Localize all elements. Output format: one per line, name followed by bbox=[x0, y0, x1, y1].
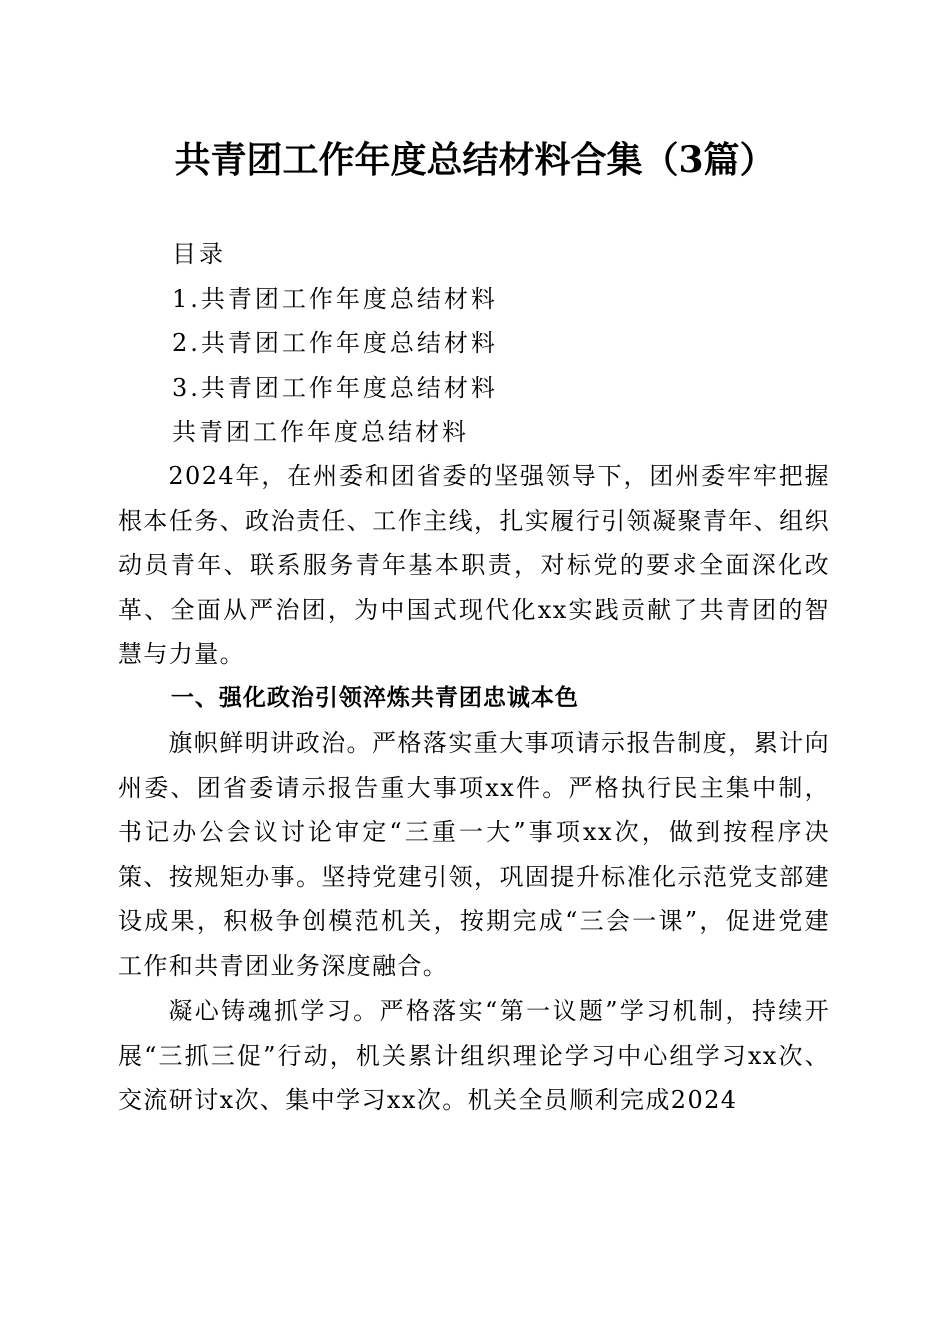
section-heading: 一、强化政治引领淬炼共青团忠诚本色 bbox=[170, 685, 579, 711]
intro-paragraph: 2024年，在州委和团省委的坚强领导下，团州委牢牢把握根本任务、政治责任、工作主线，扎实履行引领凝聚青年、组织动员青年、联系服务青年基本职责，对标党的要求全面深化改革、全面从严治团，为中国式现代化xx实践贡献了共青团的智慧与力量。 bbox=[118, 462, 830, 669]
table-of-contents bbox=[172, 232, 872, 410]
toc-list bbox=[172, 277, 872, 411]
intro-block bbox=[118, 454, 830, 677]
toc-item: 2.共青团工作年度总结材料 bbox=[172, 329, 498, 357]
toc-heading: 目录 bbox=[172, 240, 226, 268]
article-title: 共青团工作年度总结材料 bbox=[172, 418, 469, 446]
toc-item: 1.共青团工作年度总结材料 bbox=[172, 284, 498, 313]
section-heading-block bbox=[118, 676, 830, 721]
paragraph-1-block bbox=[118, 721, 830, 989]
toc-item: 3.共青团工作年度总结材料 bbox=[172, 373, 498, 402]
body-paragraph: 旗帜鲜明讲政治。严格落实重大事项请示报告制度，累计向州委、团省委请示报告重大事项xx件。严格执行民主集中制，书记办公会议讨论审定“三重一大”事项xx次，做到按程序决策、按规矩办事。坚持党建引领，巩固提升标准化示范党支部建设成果，积极争创模范机关，按期完成“三会一课”，促进党建工作和共青团业务深度融合。 bbox=[118, 729, 830, 980]
body-paragraph: 凝心铸魂抓学习。严格落实“第一议题”学习机制，持续开展“三抓三促”行动，机关累计组织理论学习中心组学习xx次、交流研讨x次、集中学习xx次。机关全员顺利完成2024 bbox=[118, 997, 830, 1115]
document-title: 共青团工作年度总结材料合集（3篇） bbox=[174, 139, 776, 181]
paragraph-2-block bbox=[118, 989, 830, 1123]
